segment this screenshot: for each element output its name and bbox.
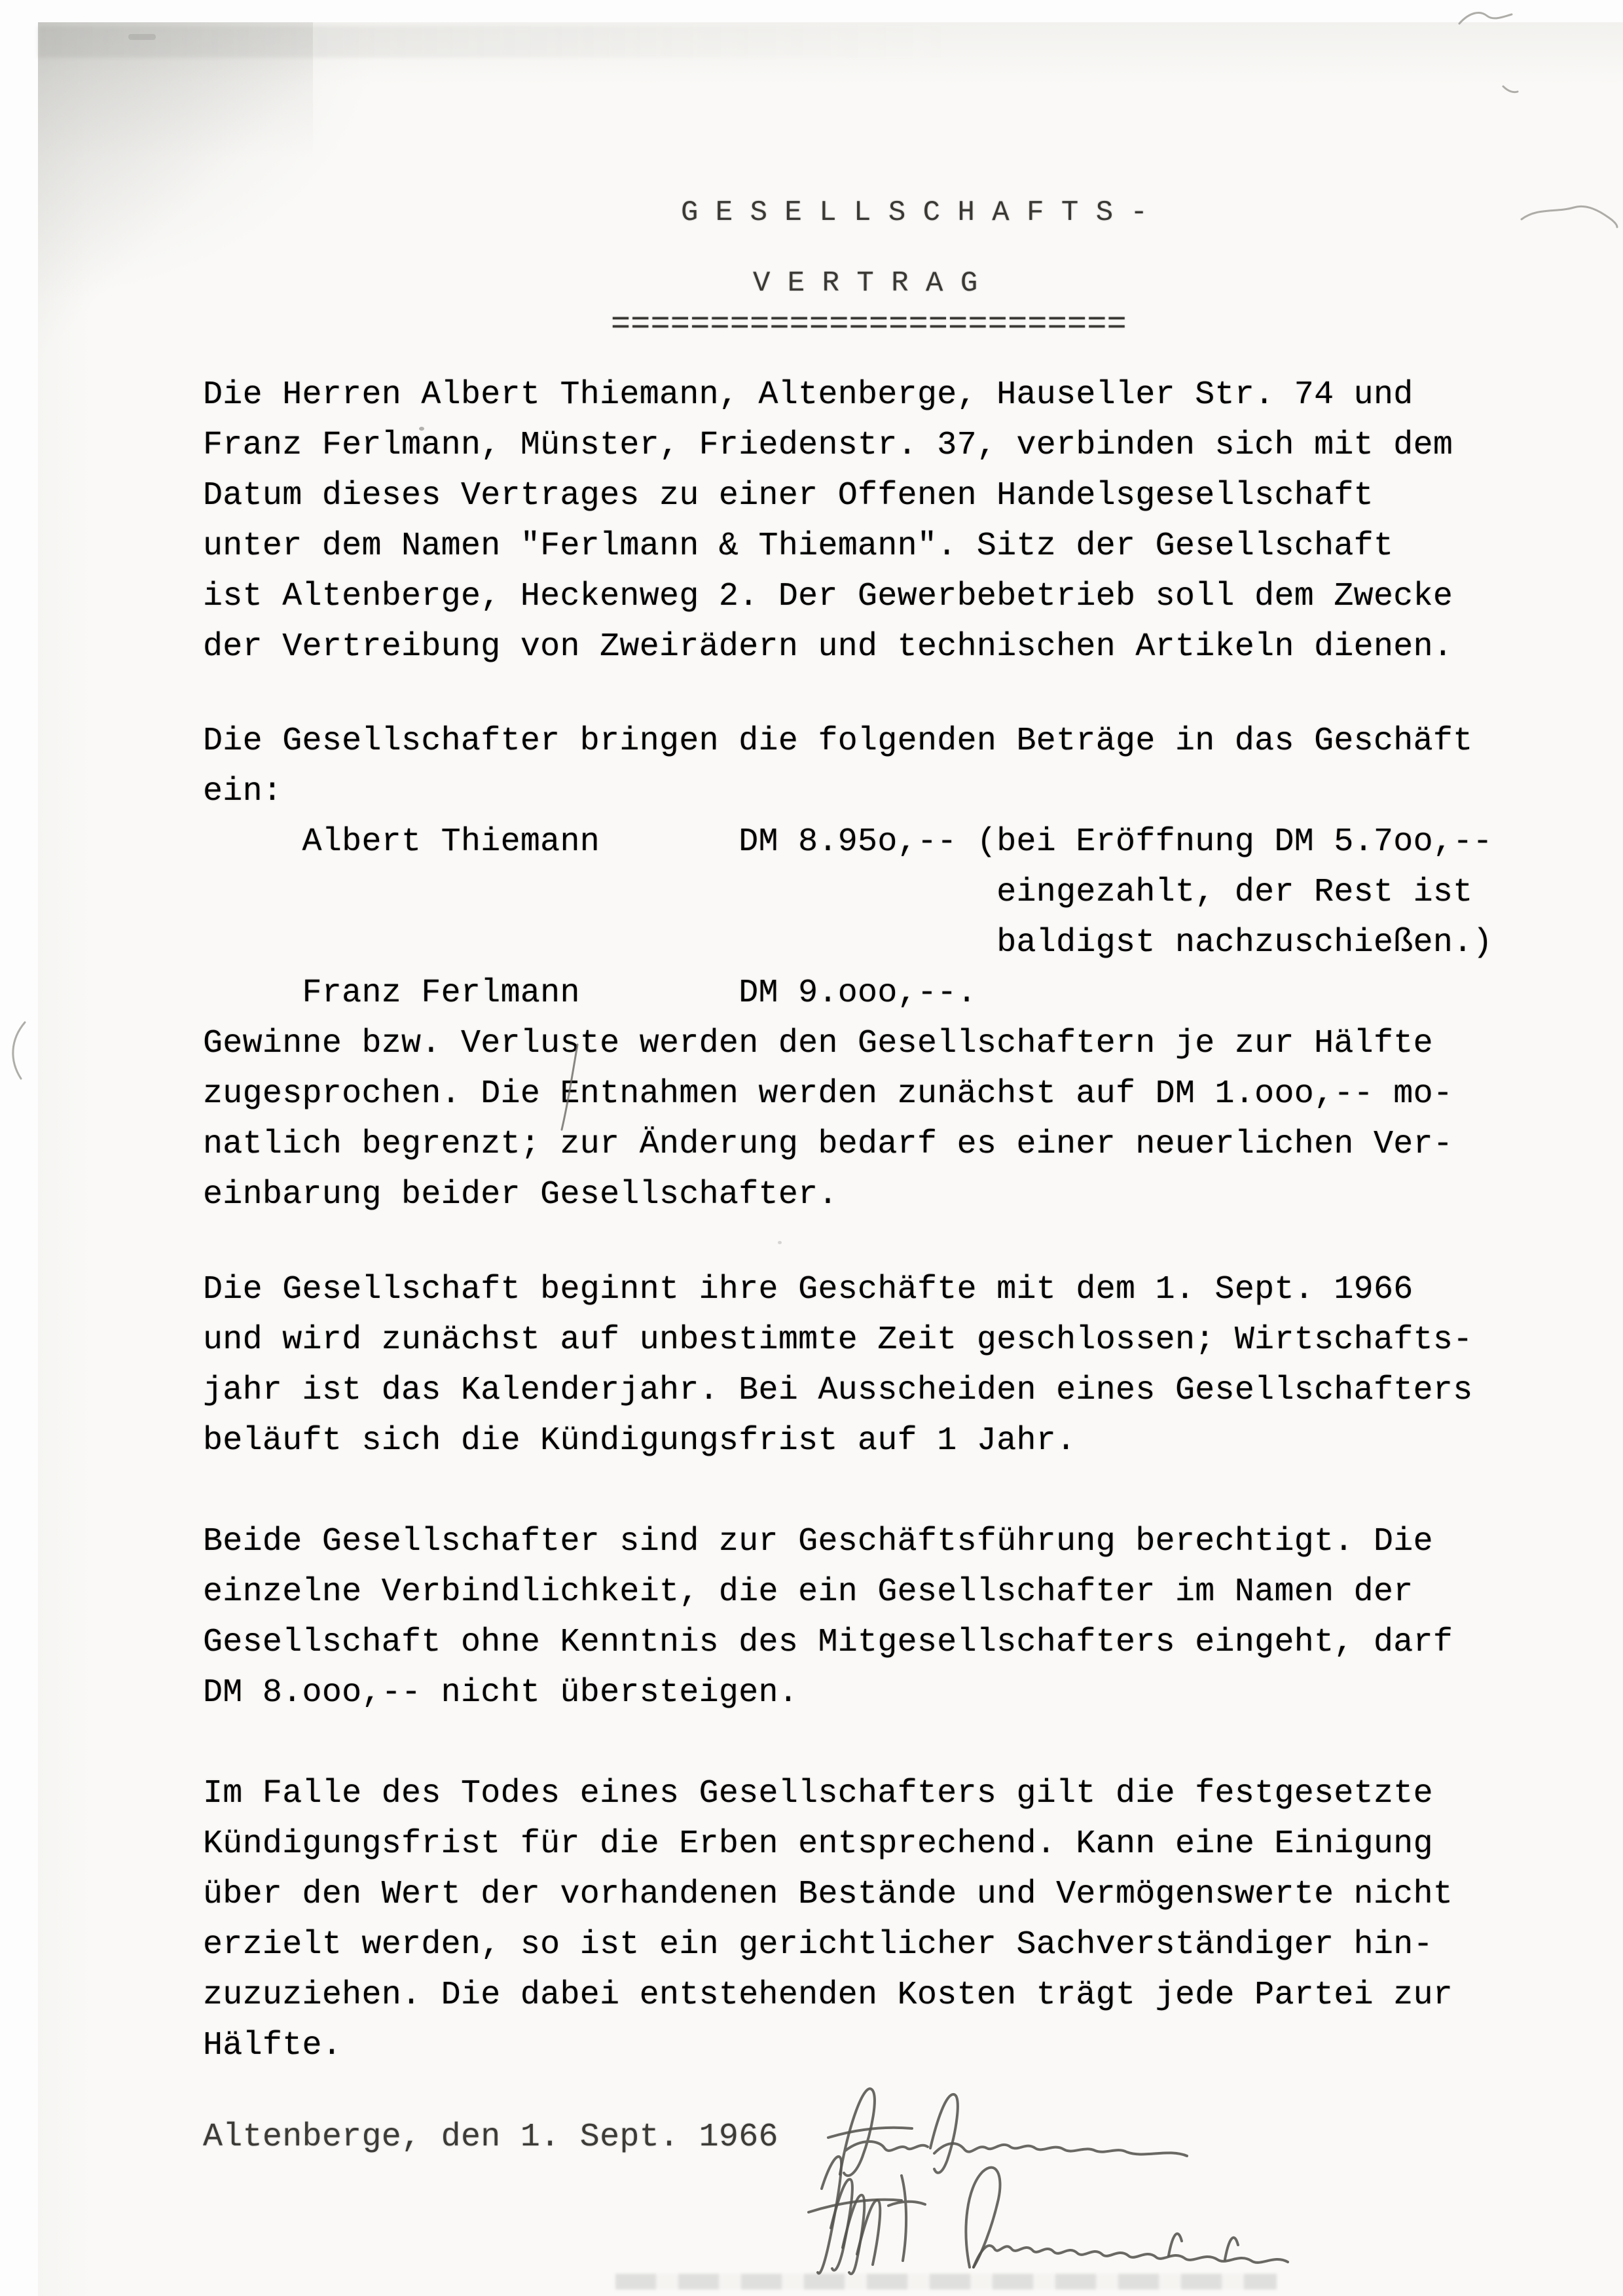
- text-line: erzielt werden, so ist ein gerichtlicher Sachverständiger hin-: [203, 1926, 1433, 1964]
- text-line: Datum dieses Vertrages zu einer Offenen Handelsgesellschaft: [203, 477, 1374, 514]
- ink-speck: [419, 427, 424, 431]
- text-line: jahr ist das Kalenderjahr. Bei Ausscheiden eines Gesellschafters: [203, 1372, 1473, 1409]
- date-line: Altenberge, den 1. Sept. 1966: [203, 2119, 778, 2156]
- text-line: natlich begrenzt; zur Änderung bedarf es einer neuerlichen Ver-: [203, 1126, 1453, 1163]
- scan-bottom-smudge-band: [615, 2274, 1277, 2289]
- text-line: über den Wert der vorhandenen Bestände und Vermögenswerte nicht: [203, 1876, 1453, 1913]
- text-line: Gesellschaft ohne Kenntnis des Mitgesellschafters eingeht, darf: [203, 1624, 1453, 1661]
- document-title: G E S E L L S C H A F T S -: [681, 196, 1148, 229]
- pencil-tick-right: [1501, 82, 1520, 97]
- text-line: Hälfte.: [203, 2027, 342, 2064]
- paragraph-commencement: [203, 1265, 1473, 1466]
- text-line: und wird zunächst auf unbestimmte Zeit geschlossen; Wirtschafts-: [203, 1321, 1473, 1359]
- pencil-wave-right-edge: [1519, 193, 1620, 231]
- pencil-squiggle-top-right: [1457, 8, 1516, 30]
- text-line: Im Falle des Todes eines Gesellschafters gilt die festgesetzte: [203, 1775, 1433, 1812]
- title-underline: ==========================: [611, 306, 1127, 344]
- text-line: Gewinne bzw. Verluste werden den Gesellschaftern je zur Hälfte: [203, 1025, 1433, 1062]
- text-line: zugesprochen. Die Entnahmen werden zunächst auf DM 1.ooo,-- mo-: [203, 1075, 1453, 1113]
- text-line: baldigst nachzuschießen.): [203, 924, 1493, 961]
- text-line: Franz Ferlmann, Münster, Friedenstr. 37, verbinden sich mit dem: [203, 427, 1453, 464]
- paragraph-parties: [203, 370, 1453, 672]
- text-line: DM 8.ooo,-- nicht übersteigen.: [203, 1674, 799, 1712]
- scan-edge-top: [0, 0, 1623, 22]
- pencil-curve-left-edge: [5, 1020, 31, 1082]
- text-line: unter dem Namen "Ferlmann & Thiemann". Sitz der Gesellschaft: [203, 528, 1394, 565]
- stray-stroke-center: [558, 1042, 584, 1134]
- text-line: einzelne Verbindlichkeit, die ein Gesellschafter im Namen der: [203, 1573, 1413, 1611]
- ink-speck: [778, 1241, 782, 1244]
- scan-edge-left: [0, 0, 38, 2296]
- text-line: Die Herren Albert Thiemann, Altenberge, Hauseller Str. 74 und: [203, 376, 1413, 414]
- text-line: Beide Gesellschafter sind zur Geschäftsführung berechtigt. Die: [203, 1523, 1433, 1560]
- document-subtitle: V E R T R A G: [753, 267, 978, 300]
- scan-top-smudge-band: [38, 26, 955, 58]
- text-line: Albert Thiemann DM 8.95o,-- (bei Eröffnung DM 5.7oo,--: [203, 823, 1493, 861]
- text-line: Kündigungsfrist für die Erben entsprechend. Kann eine Einigung: [203, 1825, 1433, 1863]
- paragraph-death-clause: [203, 1768, 1453, 2071]
- scan-smudge: [128, 34, 156, 40]
- scan-corner-shadow: [38, 22, 313, 363]
- text-line: beläuft sich die Kündigungsfrist auf 1 Jahr.: [203, 1422, 1076, 1460]
- text-line: ein:: [203, 773, 283, 810]
- text-line: der Vertreibung von Zweirädern und technischen Artikeln dienen.: [203, 628, 1453, 666]
- text-line: Franz Ferlmann DM 9.ooo,--.: [203, 975, 977, 1012]
- text-line: eingezahlt, der Rest ist: [203, 874, 1473, 911]
- paragraph-management: [203, 1516, 1453, 1718]
- text-line: Die Gesellschafter bringen die folgenden Beträge in das Geschäft: [203, 723, 1473, 760]
- text-line: einbarung beider Gesellschafter.: [203, 1176, 838, 1213]
- paragraph-contributions: [203, 716, 1493, 1220]
- text-line: Die Gesellschaft beginnt ihre Geschäfte mit dem 1. Sept. 1966: [203, 1271, 1413, 1308]
- signature-albert-thiemann: [802, 2148, 1352, 2286]
- text-line: ist Altenberge, Heckenweg 2. Der Gewerbebetrieb soll dem Zwecke: [203, 578, 1453, 615]
- text-line: zuzuziehen. Die dabei entstehenden Kosten trägt jede Partei zur: [203, 1977, 1453, 2014]
